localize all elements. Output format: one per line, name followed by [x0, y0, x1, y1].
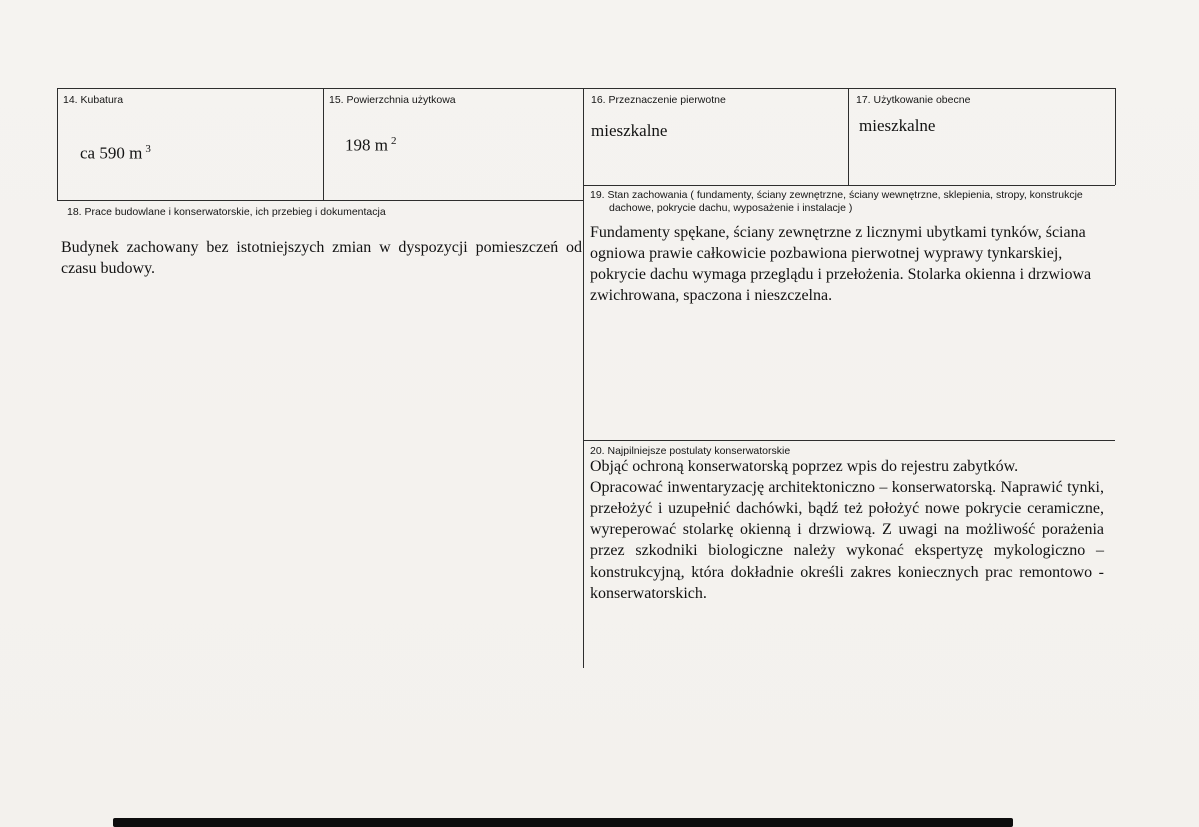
- field-19-label: 19. Stan zachowania ( fundamenty, ściany zewnętrzne, ściany wewnętrzne, sklepienia, stropy, konstrukcje dachowe, pokrycie dachu, wyposażenie i instalacje ): [590, 189, 1083, 215]
- border-line-row1-left-bottom: [57, 200, 583, 201]
- field-14-value: ca 590 m $^3$: [80, 143, 151, 163]
- field-16-value: mieszkalne: [591, 121, 668, 140]
- border-line-left-edge: [57, 88, 58, 200]
- border-line-row1-right-bottom: [583, 185, 1115, 186]
- field-17-value: mieszkalne: [859, 116, 936, 135]
- border-line-divider-14-15: [323, 88, 324, 200]
- border-line-divider-16-17: [848, 88, 849, 185]
- field-16-label: 16. Przeznaczenie pierwotne: [591, 94, 726, 106]
- border-line-center-divider: [583, 88, 584, 668]
- border-line-above-field20: [583, 440, 1115, 441]
- field-15-label: 15. Powierzchnia użytkowa: [329, 94, 456, 106]
- field-19-value: Fundamenty spękane, ściany zewnętrzne z licznymi ubytkami tynków, ściana ogniowa prawie całkowicie pozbawiona pierwotnej wyprawy tynkarskiej, pokrycie dachu wymaga przeglądu i przełożenia. Stolarka okienna i drzwiowa zwichrowana, spaczona i nieszczelna.: [590, 224, 1092, 305]
- field-14-label: 14. Kubatura: [63, 94, 124, 106]
- border-line-top: [57, 88, 1115, 89]
- field-18-value: Budynek zachowany bez istotniejszych zmian w dyspozycji pomieszczeń od czasu budowy.: [61, 239, 582, 278]
- border-line-right-edge: [1115, 88, 1116, 185]
- field-18-label: 18. Prace budowlane i konserwatorskie, ich przebieg i dokumentacja: [67, 206, 386, 218]
- field-14-exponent: 3: [145, 143, 151, 155]
- field-20-label: 20. Najpilniejsze postulaty konserwatorskie: [590, 445, 791, 457]
- field-20-value: [590, 456, 1104, 604]
- field-20-paragraph-2: Opracować inwentaryzację architektoniczno – konserwatorską. Naprawić tynki, przełożyć i uzupełnić dachówki, bądź też położyć nowe pokrycie ceramiczne, wyreperować stolarkę okienną i drzwiową. Z uwagi na możliwość porażenia przez szkodniki biologiczne należy wykonać ekspertyzę mykologiczno – konstrukcyjną, która dokładnie określi zakres koniecznych prac remontowo - konserwatorskich.: [590, 479, 1104, 602]
- field-15-value: 198 m $^2$: [345, 135, 397, 155]
- field-15-exponent: 2: [390, 135, 397, 147]
- field-17-label: 17. Użytkowanie obecne: [856, 94, 971, 106]
- scan-artifact-strip: [113, 818, 1013, 827]
- field-20-paragraph-1: Objąć ochroną konserwatorską poprzez wpis do rejestru zabytków.: [590, 458, 1019, 475]
